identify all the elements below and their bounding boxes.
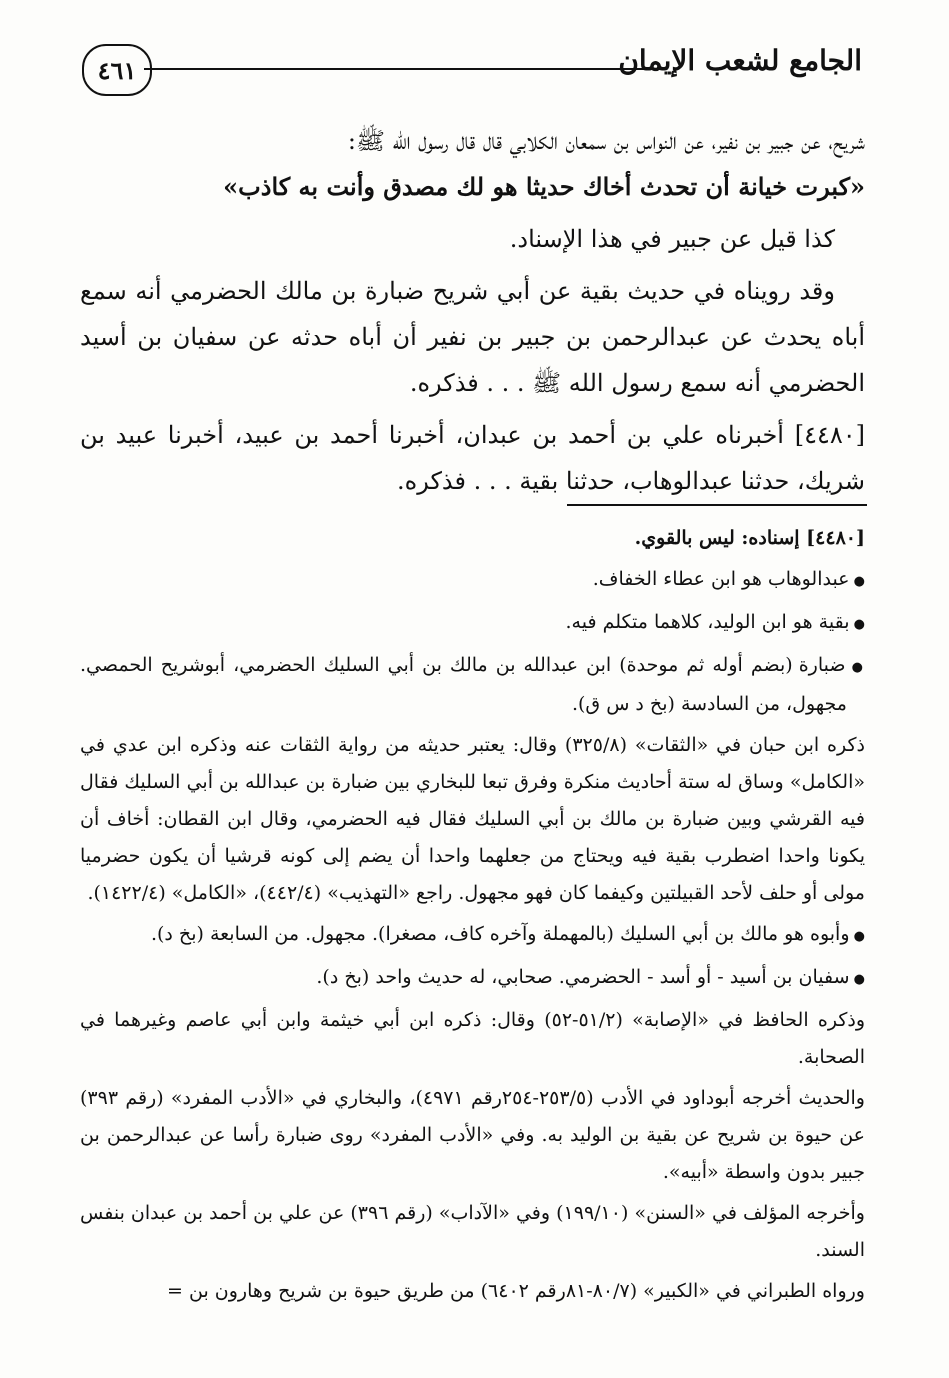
main-text [80, 118, 865, 510]
page-number: ٤٦١ [82, 44, 152, 96]
hadith-quote: «كبرت خيانة أن تحدث أخاك حديثا هو لك مصدق وأنت به كاذب» [223, 172, 865, 201]
footnote-paragraph: وذكره الحافظ في «الإصابة» (٥١/٢-٥٢) وقال: ذكره ابن أبي خيثمة وابن أبي عاصم وغيرهما في الصحابة. [80, 1009, 866, 1068]
footnote-paragraph: والحديث أخرجه أبوداود في الأدب (٢٥٣/٥-٢٥٤رقم ٤٩٧١)، والبخاري في «الأدب المفرد» (رقم ٣٩٣) عن حيوة بن شريح عن بقية بن الوليد به. وفي «الأدب المفرد» روى ضبارة رأسا عن عبدالرحمن بن جبير بدون واسطة «أبيه». [80, 1087, 865, 1183]
footnote-bullet: ● ضبارة (بضم أوله ثم موحدة) ابن عبدالله بن مالك بن أبي السليك الحضرمي، أبوشريح الحمصي. مجهول، من السادسة (بخ د س ق). [80, 647, 865, 723]
paragraph-isnad [80, 118, 865, 210]
paragraph-note: كذا قيل عن جبير في هذا الإسناد. [509, 225, 835, 253]
header-rule [144, 68, 662, 70]
footnote-paragraph: ذكره ابن حبان في «الثقات» (٣٢٥/٨) وقال: يعتبر حديثه من رواية الثقات عنه وذكره ابن عدي في «الكامل» وساق له ستة أحاديث منكرة وفرق تبعا للبخاري بين ضبارة بن عبدالله بن أبي السليك فقال فيه القرشي وبين ضبارة بن مالك بن أبي السليك فقال فيه الحضرمي، وقال ابن القطان: أخاف أن يكونا واحدا اضطرب بقية فيه ويحتاج من جعلهما واحدا أن يضم إلى كونه قرشيا أن يكون حضرميا مولى أو حلف لأحد القبيلتين وكيفما كان فهو مجهول. راجع «التهذيب» (٤٤٢/٤)، «الكامل» (١٤٢٢/٤). [80, 734, 865, 904]
footnote-bullet: ● بقية هو ابن الوليد، كلاهما متكلم فيه. [80, 604, 865, 643]
page-header [82, 38, 862, 102]
footnote-bullet: ● سفيان بن أسيد - أو أسد - الحضرمي. صحابي، له حديث واحد (بخ د). [80, 959, 865, 998]
footnote-heading: [٤٤٨٠] إسناده: ليس بالقوي. [634, 527, 865, 549]
paragraph-riwaya: وقد رويناه في حديث بقية عن أبي شريح ضبارة بن مالك الحضرمي أنه سمع أباه يحدث عن عبدالرحمن بن جبير بن نفير أن أباه حدثه عن سفيان بن أسيد الحضرمي أنه سمع رسول الله ﷺ . . . فذكره. [80, 277, 865, 397]
footnote-bullet: ● عبدالوهاب هو ابن عطاء الخفاف. [80, 561, 865, 600]
isnad-text: شريح، عن جبير بن نفير، عن النواس بن سمعان الكلابي قال قال رسول الله ﷺ: [347, 127, 865, 155]
paragraph-4480: [٤٤٨٠] أخبرناه علي بن أحمد بن عبدان، أخبرنا أحمد بن عبيد، أخبرنا عبيد بن شريك، حدثنا عبدالوهاب، حدثنا بقية . . . فذكره. [80, 421, 865, 495]
footnote-separator [567, 504, 867, 506]
footnote-bullet: ● وأبوه هو مالك بن أبي السليك (بالمهملة وآخره كاف، مصغرا). مجهول. من السابعة (بخ د). [80, 916, 865, 955]
footnote-paragraph: وأخرجه المؤلف في «السنن» (١٩٩/١٠) وفي «الآداب» (رقم ٣٩٦) عن علي بن أحمد بن عبدان بنفس السند. [80, 1202, 865, 1261]
footnote-paragraph: ورواه الطبراني في «الكبير» (٨٠/٧-٨١رقم ٦٤٠٢) من طريق حيوة بن شريح وهارون بن = [167, 1280, 865, 1302]
footnotes [80, 520, 865, 1314]
book-title: الجامع لشعب الإيمان [618, 44, 862, 77]
